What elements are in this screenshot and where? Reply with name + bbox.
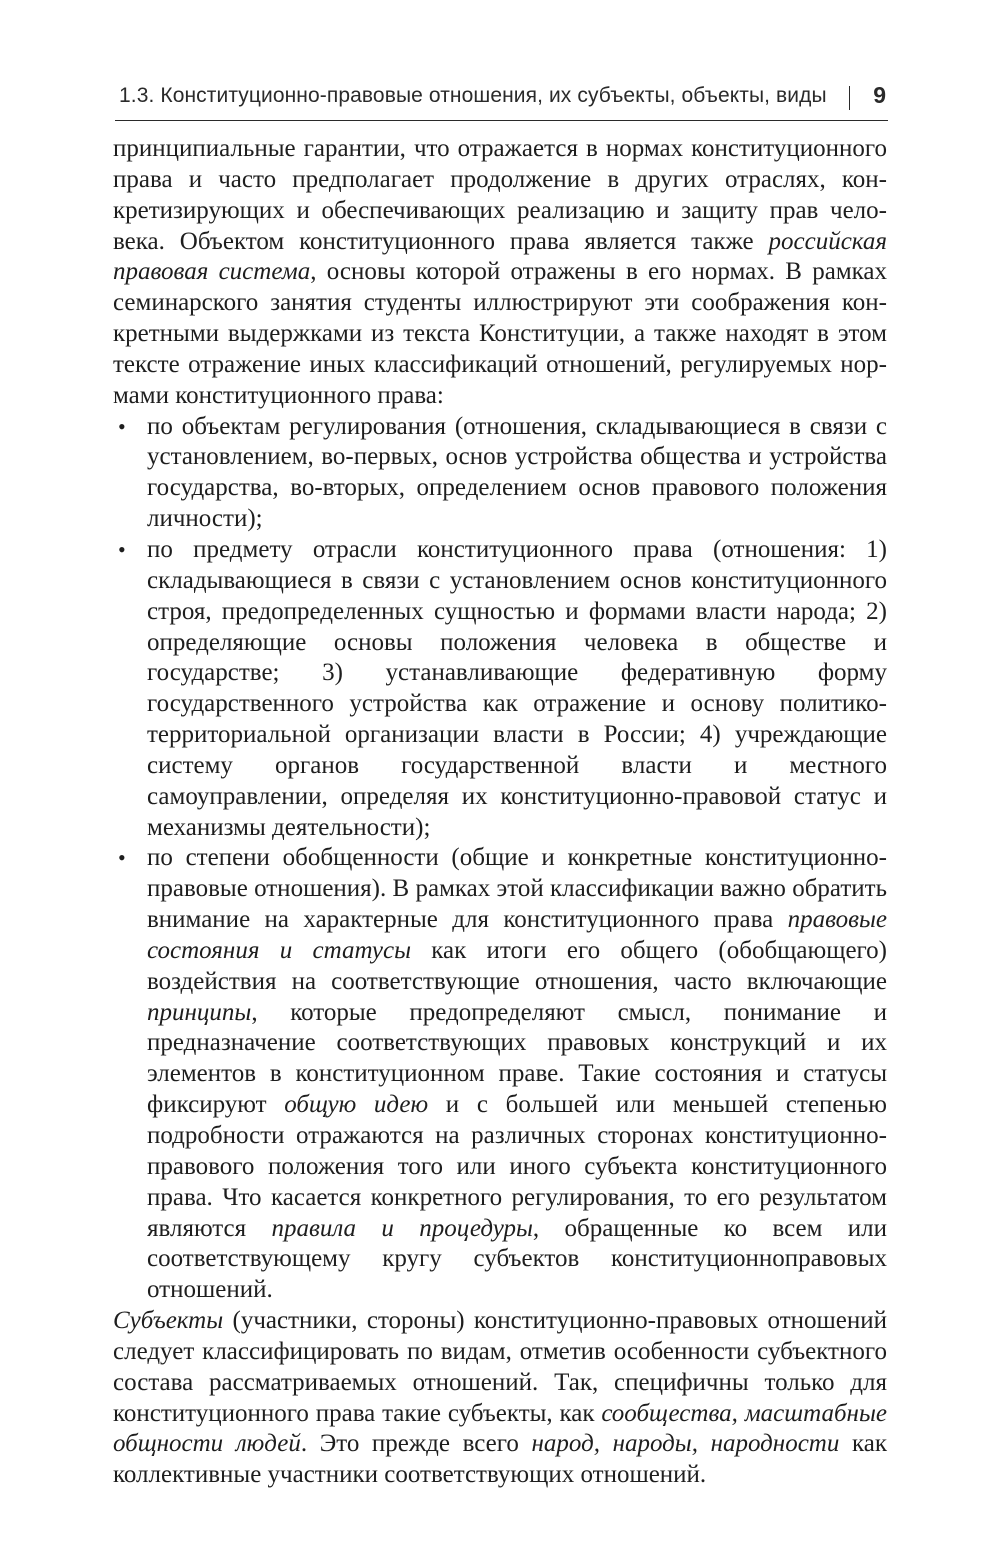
page-number: 9: [873, 82, 886, 108]
list-item: [118, 843, 888, 1306]
bullet-icon: •: [118, 536, 126, 562]
list-item-text-2: как итоги его общего (обобщающего) воздействия на соответствующие отношения, часто включающие: [147, 936, 887, 995]
subjects-text-2: . Это прежде всего: [300, 1430, 532, 1458]
subjects-text-3: как коллективные участники соответствующих отношений.: [113, 1430, 887, 1489]
subjects-paragraph: [113, 1306, 887, 1491]
list-item-text-5: , обращенные ко всем или соответствующему кругу субъектов конституционноправовых отношений.: [147, 1214, 888, 1304]
running-header: [115, 80, 888, 121]
list-item-emphasis-4: правила и процедуры: [271, 1214, 533, 1242]
intro-text-2: , основы которой отражены в его нормах. В рамках семинарского занятия студенты иллюстрируют эти соображения конкретными выдержками из текста Конституции, а также находят в этом тексте отражение иных классификаций отношений, регулируемых нормами конституционного права:: [113, 258, 888, 409]
list-item: [118, 412, 887, 535]
list-item-text: по объектам регулирования (отношения, складывающиеся в связи с установлением, во-первых, основ устройства общества и устройства государства, во-вторых, определением основ правового положения личности);: [147, 412, 887, 533]
list-item: [118, 535, 887, 843]
list-item-emphasis-1: правовые состояния и статусы: [147, 906, 887, 964]
classification-list: [113, 412, 887, 1306]
intro-emphasis-1: российская правовая система: [113, 227, 887, 286]
subjects-emphasis-3: народ, народы, народности: [531, 1430, 840, 1458]
list-item-text-3: , которые предопределяют смысл, понимание и предназначение соответствующих правовых конструкций и их элементов в конституционном праве. Такие состояния и статусы фиксируют: [147, 998, 887, 1119]
subjects-emphasis-2: сообщества, масштабные общности людей: [113, 1399, 887, 1458]
list-item-text: по предмету отрасли конституционного права (отношения: 1) складывающиеся в связи с установлением основ конституционного строя, предопределенных сущностью и формами власти народа; 2) определяющие основы положения человека в обществе и государстве; 3) устанавливающие федеративную форму государственного устройства как отражение и основу политико-территориальной организации власти в России; 4) учреждающие систему органов государственной власти и местного самоуправлении, определяя их конституционно-правовой статус и механизмы деятельности);: [147, 535, 887, 841]
list-item-emphasis-2: принципы: [147, 998, 252, 1026]
list-item-text-4: и с большей или меньшей степенью подробности отражаются на различных сторонах конституционно-правового положения того или иного субъекта конституционного права. Что касается конкретного регулирования, то его результатом являются: [147, 1091, 887, 1242]
intro-text-1: принципиальные гарантии, что отражается в нормах конституционного права и часто предполагает продолжение в других отраслях, конкретизирующих и обеспечивающих реализацию и защиту прав человека. Объектом конституционного права является также: [113, 135, 887, 255]
header-separator: [849, 86, 851, 110]
bullet-icon: •: [118, 845, 126, 871]
section-title: 1.3. Конституционно-правовые отношения, их субъекты, объекты, виды: [119, 84, 827, 107]
intro-paragraph: [113, 134, 887, 412]
body-text: [113, 134, 887, 1491]
list-item-emphasis-3: общую идею: [284, 1091, 429, 1119]
subjects-text-1: (участники, стороны) конституционно-правовых отношений следует классифицировать по видам, отметив особенности субъектного состава рассматриваемых отношений. Так, специфичны только для конституционного права такие субъекты, как: [113, 1307, 887, 1427]
bullet-icon: •: [118, 413, 126, 439]
list-item-text-1: по степени обобщенности (общие и конкретные конституционно-правовые отношения). В рамках этой классификации важно обратить внимание на характерные для конституционного права: [147, 844, 887, 934]
subjects-emphasis-1: Субъекты: [113, 1307, 224, 1335]
